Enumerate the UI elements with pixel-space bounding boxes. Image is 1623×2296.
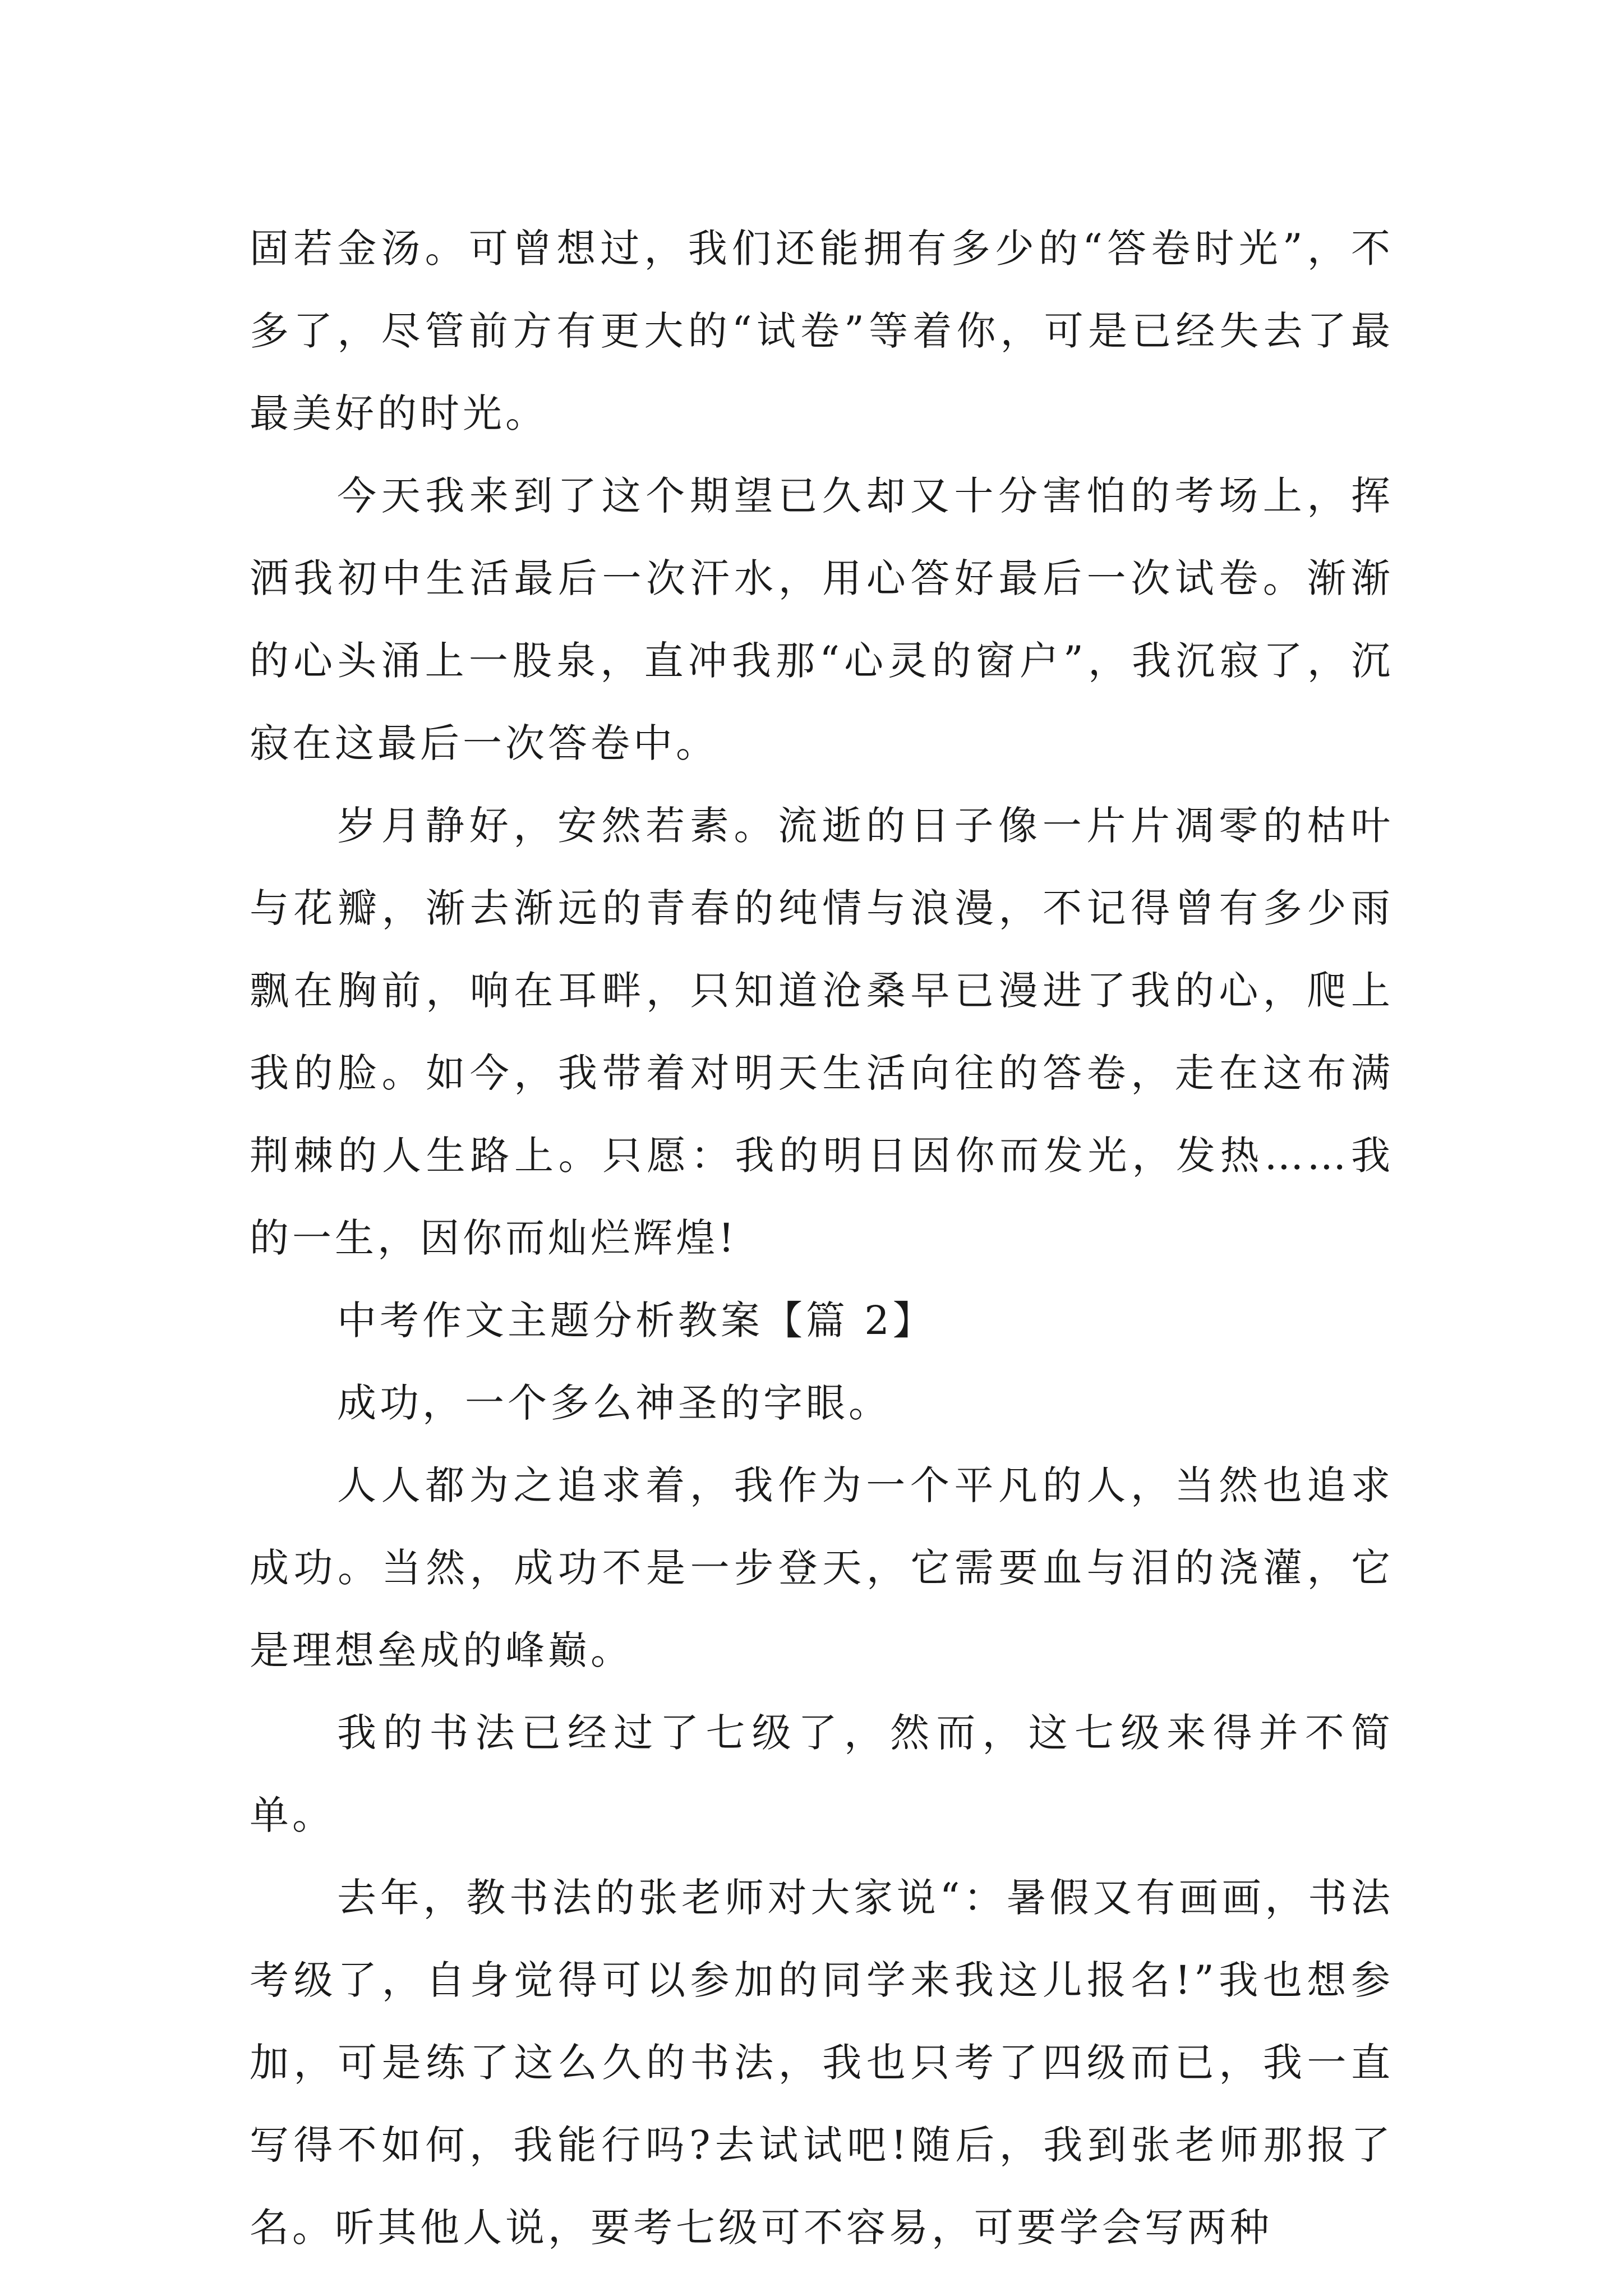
paragraph: 我的书法已经过了七级了，然而，这七级来得并不简单。 xyxy=(250,1710,1394,1838)
paragraph: 今天我来到了这个期望已久却又十分害怕的考场上，挥洒我初中生活最后一次汗水，用心答好最后一次试卷。渐渐的心头涌上一股泉，直冲我那“心灵的窗户”，我沉寂了，沉寂在这最后一次答卷中。 xyxy=(250,473,1394,766)
paragraph: 成功，一个多么神圣的字眼。 xyxy=(337,1380,891,1426)
paragraph: 人人都为之追求着，我作为一个平凡的人，当然也追求成功。当然，成功不是一步登天，它需要血与泪的浇灌，它是理想垒成的峰巅。 xyxy=(250,1462,1394,1673)
paragraph: 岁月静好，安然若素。流逝的日子像一片片凋零的枯叶与花瓣，渐去渐远的青春的纯情与浪漫，不记得曾有多少雨飘在胸前，响在耳畔，只知道沧桑早已漫进了我的心，爬上我的脸。如今，我带着对明天生活向往的答卷，走在这布满荆棘的人生路上。只愿：我的明日因你而发光，发热……我的一生，因你而灿烂辉煌! xyxy=(250,803,1394,1261)
paragraph: 固若金汤。可曾想过，我们还能拥有多少的“答卷时光”，不多了，尽管前方有更大的“试卷”等着你，可是已经失去了最最美好的时光。 xyxy=(250,226,1394,436)
section-heading: 中考作文主题分析教案【篇 2】 xyxy=(337,1297,935,1343)
document-body xyxy=(250,208,1394,2269)
paragraph: 去年，教书法的张老师对大家说“：暑假又有画画，书法考级了，自身觉得可以参加的同学来我这儿报名!”我也想参加，可是练了这么久的书法，我也只考了四级而已，我一直写得不如何，我能行吗?去试试吧!随后，我到张老师那报了名。听其他人说，要考七级可不容易，可要学会写两种 xyxy=(250,1875,1394,2251)
